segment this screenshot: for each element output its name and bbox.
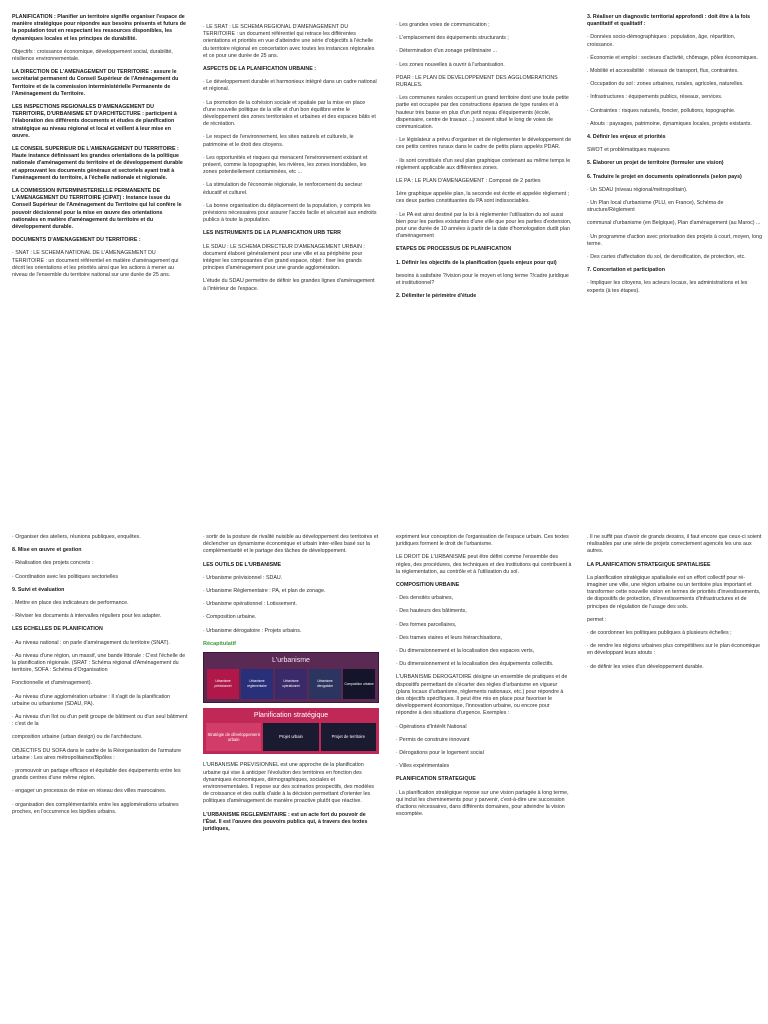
paragraph: LES INSTRUMENTS DE LA PLANIFICATION URB TERR [203, 230, 342, 237]
paragraph: · La promotion de la cohésion sociale et spatiale par la mise en place d'une nouvelle politique de la ville et d'un bon équilibre entre le développement des zones territoriales et urbaines et des espaces bâtis et de récréation. [203, 99, 376, 128]
paragraph: · Au niveau national : on parle d'aménagement du territoire (SNAT). [12, 639, 170, 646]
paragraph: · SNAT : LE SCHEMA NATIONAL DE L'AMENAGEMENT DU TERRITOIRE : un document référentiel en matière d'aménagement qui décrit les orientations et les priorités ainsi que les actions à mener au niveau de l'ensemble du territoire national sur une durée de 25 ans. [12, 250, 179, 279]
paragraph: PDAR : LE PLAN DE DEVELOPPEMENT DES AGGLOMERATIONS RURALES. [396, 74, 558, 89]
paragraph: communal d'urbanisme (en Belgique), Plan d'aménagement (au Maroc) ... [587, 220, 761, 227]
paragraph: · Composition urbaine. [203, 614, 257, 621]
paragraph: · Le respect de l'environnement, les sites naturels et culturels, le patrimoine et le droit des citoyens. [203, 134, 354, 148]
paragraph: 9. Suivi et évaluation [12, 586, 65, 593]
paragraph: . Mettre en place des indicateurs de performance. [12, 600, 129, 607]
urbanism-diagram [203, 652, 379, 754]
paragraph: PLANIFICATION : Planifier un territoire signifie organiser l'espace de manière stratégique pour répondre aux besoins présents et futurs de la population tout en respectant les ressources disponibles, les dynamiques locales et les principes de durabilité. [12, 14, 186, 42]
paragraph: · Économie et emploi : secteurs d'activité, chômage, pôles économiques. [587, 54, 758, 61]
paragraph: · Atouts : paysages, patrimoine, dynamiques locales, projets existants. [587, 120, 752, 127]
paragraph: 7. Concertation et participation [587, 267, 665, 274]
paragraph: · Les zones nouvelles à ouvrir à l'urbanisation. [396, 61, 505, 68]
diagram-cell: Projet de territoire [321, 723, 376, 751]
paragraph: · LE SRAT : LE SCHEMA REGIONAL D'AMENAGEMENT DU TERRITOIRE : un document référentiel qui retrace les différentes orientations et priorités en vue d'atteindre une série d'objectifs à l'échelle du territoire régional en concertation avec toutes les instances régionales et ce pour une durée de 25 ans. [203, 24, 375, 59]
paragraph: · Du dimensionnement et la localisation des équipements collectifs. [396, 661, 554, 668]
paragraph: L'URBANISME DEROGATOIRE désigne un ensemble de pratiques et de dispositifs permettant de s'écarter des règles d'urbanisme en vigueur (plans locaux d'urbanisme, règlements nationaux, etc.) pour répondre à des objectifs spécifiques. Il peut être mis en place pour favoriser le développement économique, l'innovation urbaine, ou encore pour répondre à des situations d'urgence. Exemples : [396, 674, 568, 717]
paragraph: · de définir les voies d'un développement durable. [587, 663, 704, 670]
paragraph: 4. Définir les enjeux et priorités [587, 134, 666, 141]
paragraph: Fonctionnelle et d'aménagement). [12, 680, 92, 687]
diagram-cell: Urbanisme dérogatoire [309, 669, 341, 699]
paragraph: · Urbanisme prévisionnel : SDAU. [203, 574, 283, 581]
paragraph: · Ils sont constitués d'un seul plan graphique contenant au même temps le règlement applicable aux différentes zones. [396, 157, 571, 171]
paragraph: · Des formes parcellaires, [396, 621, 457, 628]
paragraph: L'étude du SDAU permettre de définir les grandes lignes d'aménagement à l'intérieur de l'espace. [203, 278, 375, 292]
paragraph: PLANIFICATION STRATEGIQUE [396, 776, 476, 783]
diagram-cell: Urbanisme réglementaire [241, 669, 273, 699]
paragraph: L'URBANISME PREVISIONNEL est une approche de la planification urbaine qui vise à anticiper l'évolution des territoires en fonction des dynamiques économiques, démographiques, sociales et environnementales. Il repose sur des scénarios prospectifs, des modèles de croissance et des outils d'aide à la décision permettant d'orienter les politiques d'aménagement de manière proactive plutôt que réactive. [203, 762, 375, 805]
paragraph: · Les communes rurales occupent un grand territoire dont une toute petite partie est occupée par des constructions éparses de type rurales et à hauteur très basse en plus d'un petit noyau d'équipements (école, dispensaire, centre de travaux ...) souvent situé le long de voies de communication. [396, 95, 569, 131]
paragraph: · Données socio-démographiques : population, âge, répartition, croissance. [587, 34, 736, 48]
paragraph: · Occupation du sol : zones urbaines, rurales, agricoles, naturelles. [587, 81, 744, 88]
paragraph: · Des trames viaires et leurs hiérarchisations, [396, 634, 502, 641]
paragraph: · de coordonner les politiques publiques à plusieurs échelles ; [587, 630, 732, 637]
paragraph: · L'emplacement des équipements structurants ; [396, 35, 509, 42]
paragraph: . Il ne suffit pas d'avoir de grands dessins, il faut encore que ceux-ci soient réalisables par une série de projets correctement agencés les uns aux autres. [587, 534, 762, 555]
paragraph: expriment leur conception de l'organisation de l'espace urbain. Ces textes juridiques forment le droit de l'urbanisme. [396, 534, 569, 548]
paragraph: · Un SDAU (niveau régional/métropolitain). [587, 186, 688, 193]
paragraph: · promouvoir un partage efficace et équitable des équipements entre les grands centres d'une même région. [12, 768, 181, 782]
column-7 [396, 534, 572, 1014]
paragraph: · Les opportunités et risques qui menacent l'environnement existant et présent, comme la topographie, les rivières, les zones inondables, les zones potentiellement contaminées, etc ... [203, 154, 368, 176]
paragraph: COMPOSITION URBAINE [396, 582, 460, 589]
paragraph: · Permis de construire innovant [396, 736, 470, 743]
column-3 [396, 22, 572, 484]
diagram-cell: Projet urbain [263, 723, 318, 751]
strategic-box [203, 708, 379, 755]
paragraph: · Réalisation des projets concrets : [12, 560, 94, 567]
paragraph: · Impliquer les citoyens, les acteurs locaux, les administrations et les experts (à tes étapes). [587, 280, 748, 294]
diagram-cell: Urbanisme opérationnel [275, 669, 307, 699]
paragraph: LES ECHELLES DE PLANIFICATION [12, 626, 103, 633]
paragraph: · Urbanisme Règlementaire : PA, et plan de zonage. [203, 588, 326, 595]
column-8 [587, 534, 763, 1014]
paragraph: SWOT et problématiques majeures [587, 147, 670, 154]
paragraph: · Les grandes voies de communication ; [396, 22, 490, 28]
paragraph: · organisation des complémentarités entre les agglomérations urbaines proches, en l'occurrence les bipôles urbains. [12, 801, 179, 815]
diagram-cell: Stratégie de développement urbain [206, 723, 261, 751]
paragraph: · Du dimensionnement et la localisation des espaces verts, [396, 648, 535, 655]
paragraph: L'URBANISME REGLEMENTAIRE : est un acte fort du pouvoir de l'État. Il est l'œuvre des pouvoirs publics qui, à travers des textes juridiques, [203, 811, 368, 832]
column-6-tail [203, 762, 379, 833]
paragraph: · Infrastructures : équipements publics, réseaux, services. [587, 94, 723, 101]
paragraph: LE SDAU : LE SCHEMA DIRECTEUR D'AMENAGEMENT URBAIN : document élaboré généralement pour une ville et sa périphérie pour intégrer les composantes d'un grand espace, objet : fixer les grands principes d'aménagement pour une grande agglomération. [203, 243, 365, 272]
paragraph: LA COMMISSION INTERMINISTERIELLE PERMANENTE DE L'AMENAGEMENT DU TERRITOIRE (CIPAT) : Instance issue du Conseil Supérieur de l'Aménagement du Territoire qui lui confère le pouvoir décisionnel pour la mise en œuvre des orientations nationales en matière d'aménagement du territoire et du développement durable. [12, 188, 182, 231]
paragraph: LA PLANIFICATION STRATEGIQUE SPATIALISEE [587, 561, 711, 568]
paragraph: 3. Réaliser un diagnostic territorial approfondi : doit être à la fois quantitatif et qualitatif : [587, 14, 751, 28]
diagram-cell: Composition urbaine [343, 669, 375, 699]
paragraph: LES INSPECTIONS REGIONALES D'AMENAGEMENT DU TERRITOIRE, D'URBANISME ET D'ARCHITECTURE : participent à l'élaboration des différents documents et études de planification stratégique au niveau régional et local et veillent à leur mise en œuvre. [12, 104, 177, 139]
paragraph: · Au niveau d'un îlot ou d'un petit groupe de bâtiment ou d'un seul bâtiment : c'est de la [12, 714, 188, 728]
paragraph: · sortir de la posture de rivalité nuisible au développement des territoires et déclencher un dynamisme économique et urbain inter-villes basé sur la complémentarité et le partage des tâches de développement. [203, 534, 379, 555]
paragraph: composition urbaine (urban design) ou de l'architecture. [12, 734, 143, 741]
column-2 [203, 24, 379, 484]
paragraph: LE PA : LE PLAN D'AMENAGEMENT : Composé de 2 parties [396, 178, 541, 185]
column-1 [12, 14, 188, 484]
paragraph: · Urbanisme opérationnel : Lotissement. [203, 601, 297, 608]
paragraph: · Réviser les documents à intervalles réguliers pour les adapter. [12, 613, 162, 620]
recap-label: Récapitulatif [203, 640, 237, 647]
paragraph: LE CONSEIL SUPERIEUR DE L'AMENAGEMENT DU TERRITOIRE : Haute instance définissant les grandes orientations de la politique nationale d'aménagement du territoire et de développement durable et approuvant les documents généraux et sectoriels ayant trait à l'aménagement du territoire, à l'échelle nationale et régionale. [12, 146, 183, 181]
paragraph: · Le développement durable et harmonieux intégré dans un cadre national et régional. [203, 79, 377, 93]
paragraph: 5. Élaborer un projet de territoire (formuler une vision) [587, 160, 724, 167]
paragraph: . Mobilité et accessibilité : réseaux de transport, flux, contraintes. [587, 68, 739, 75]
paragraph: · Au niveau d'une région, un massif, une bande littorale : C'est l'échelle de la planification régionale. (SRAT : Schéma régional d'Aménagement du territoire, SOFA : Schéma d'Organisation [12, 652, 186, 674]
strategic-box-title: Planification stratégique [253, 711, 329, 719]
paragraph: LE DROIT DE L'URBANISME peut être défini comme l'ensemble des règles, des procédures, des techniques et des institutions qui contribuent à la réglementation, au contrôle et à l'utilisation du sol. [396, 554, 572, 575]
paragraph: · Au niveau d'une agglomération urbaine : Il s'agit de la planification urbaine ou urbanisme (SDAU, PA). [12, 693, 171, 707]
paragraph: OBJECTIFS DU SOFA dans le cadre de la Réorganisation de l'armature urbaine : Les aires métropolitaines/Bipôles : [12, 747, 182, 761]
paragraph: besoins à satisfaire ?/vision pour le moyen et long terme ?/cadre juridique et institutionnel? [396, 272, 569, 287]
paragraph: Objectifs : croissance économique, développement social, durabilité, résilience environnementale. [12, 48, 173, 63]
paragraph: La planification stratégique spatialisée est un effort collectif pour ré-imaginer une ville, une région urbaine ou un territoire plus important et transformer cette nouvelle vision en termes de priorités d'investissements, de dispositifs de protection, d'investissements d'infrastructures et de principes de régulation de l'usage des sols. [587, 574, 761, 610]
paragraph: 1. Définir les objectifs de la planification (quels enjeux pour qui) [396, 259, 557, 266]
urbanism-box [203, 652, 379, 703]
paragraph: 1ère graphique appelée plan, la seconde est écrite et appelée règlement ; ces deux parties constituantes du PA sont indissociables. [396, 191, 570, 205]
diagram-cell: Urbanisme prévisionnel [207, 669, 239, 699]
paragraph: · Des densités urbaines, [396, 595, 454, 602]
paragraph: 8. Mise en œuvre et gestion [12, 547, 82, 554]
paragraph: ETAPES DE PROCESSUS DE PLANIFICATION [396, 246, 512, 253]
paragraph: · Contraintes : risques naturels, foncier, pollutions, topographie. [587, 107, 736, 114]
paragraph: · Dérogations pour le logement social [396, 750, 484, 757]
column-4 [587, 14, 763, 484]
paragraph: · Villes expérimentales [396, 763, 450, 770]
paragraph: . La planification stratégique repose sur une vision partagée à long terme, qui inclut les cheminements pour y parvenir, c'est-à-dire une succession d'actions nécessaires, dans différents domaines, pour atteindre la vision escomptée. [396, 789, 569, 818]
paragraph: · La stimulation de l'économie régionale, le renforcement du secteur éducatif et culturel. [203, 182, 363, 196]
paragraph: · Un programme d'action avec priorisation des projets à court, moyen, long terme. [587, 233, 763, 247]
paragraph: · Détermination d'un zonage préliminaire ... [396, 48, 498, 55]
paragraph: · Un Plan local d'urbanisme (PLU, en France), Schéma de structure/Règlement [587, 200, 724, 214]
paragraph: · Urbanisme dérogatoire : Projets urbains. [203, 627, 302, 634]
urbanism-box-title: L'urbanisme [272, 657, 310, 665]
paragraph: permet : [587, 616, 607, 623]
paragraph: · de rendre les régions urbaines plus compétitives sur le plan économique en développant leurs atouts : [587, 643, 761, 657]
paragraph: · Organiser des ateliers, réunions publiques, enquêtes. [12, 534, 141, 540]
paragraph: ASPECTS DE LA PLANIFICATION URBAINE : [203, 66, 317, 73]
column-5 [12, 534, 188, 1014]
column-6 [203, 534, 379, 1014]
paragraph: · La bonne organisation du déplacement de la population, y compris les prévisions nécessaires pour assurer l'accès facile et sécurisé aux endroits publics à toute la population. [203, 202, 377, 224]
paragraph: 6. Traduire le projet en documents opérationnels (selon pays) [587, 173, 742, 180]
paragraph: · Le PA est ainsi destiné par la loi à réglementer l'utilisation du sol aussi bien pour les parties existantes d'une ville que pour les parties d'extension, pour une durée de 10 années à partir de la date d'homologation dudit plan d'aménagement [396, 211, 572, 240]
paragraph: · Coordination avec les politiques sectorielles [12, 573, 118, 580]
paragraph: LES OUTILS DE L'URBANISME [203, 561, 282, 568]
paragraph: · Des hauteurs des bâtiments, [396, 608, 467, 615]
paragraph: · Le législateur a prévu d'organiser et de réglementer le développement de ces petits centres ruraux dans le cadre de petits plans appelés PDAR. [396, 137, 572, 151]
paragraph: · Opérations d'Intérêt National [396, 723, 467, 730]
paragraph: · engager un processus de mise en réseau des villes marocaines. [12, 788, 167, 795]
paragraph: · Des cartes d'affectation du sol, de densification, de protection, etc. [587, 254, 746, 261]
paragraph: LA DIRECTION DE L'AMENAGEMENT DU TERRITOIRE : assure le secrétariat permanent du Conseil Supérieur de l'Aménagement du Territoire et de la commission interministérielle Permanente de l'Aménagement du Territoire. [12, 69, 179, 97]
paragraph: 2. Délimiter le périmètre d'étude [396, 293, 477, 300]
paragraph: DOCUMENTS D'AMENAGEMENT DU TERRITOIRE : [12, 237, 141, 244]
column-6-top [203, 534, 379, 635]
